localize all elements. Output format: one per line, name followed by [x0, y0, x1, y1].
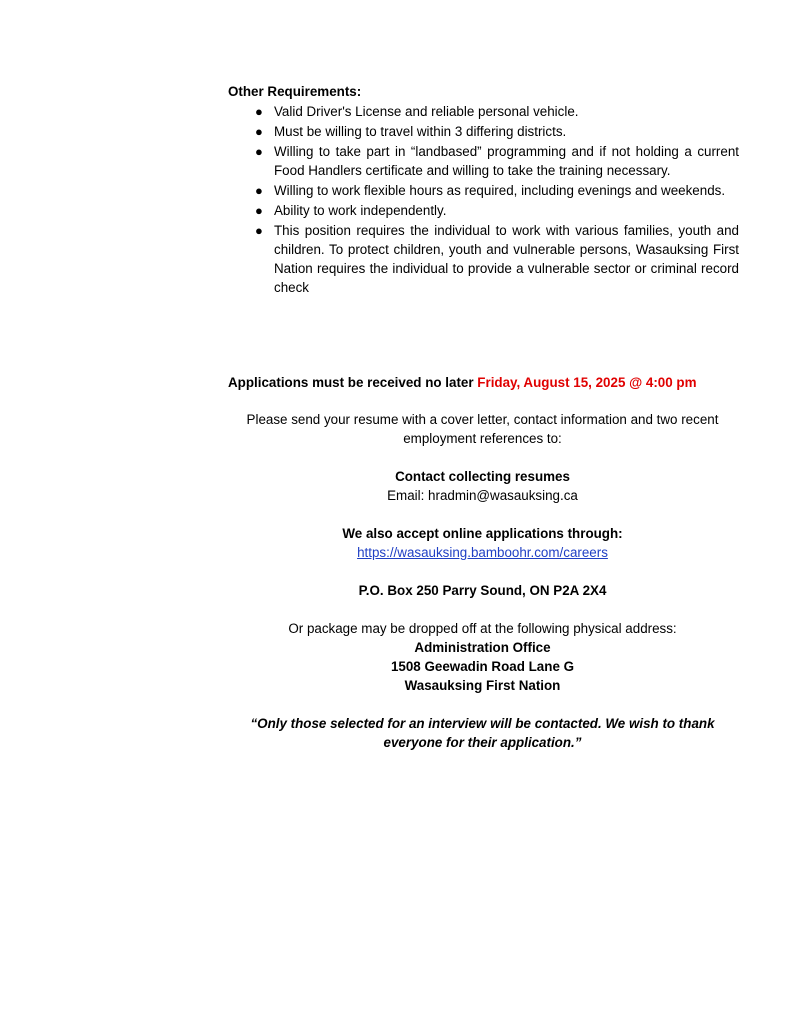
list-item [228, 122, 739, 141]
bullet-icon: ● [255, 223, 263, 238]
list-item-text: Ability to work independently. [274, 203, 447, 218]
online-applications-heading: We also accept online applications through: [342, 526, 623, 541]
list-item-text: Must be willing to travel within 3 differing districts. [274, 124, 567, 139]
list-item [228, 181, 739, 200]
dropoff-intro: Or package may be dropped off at the following physical address: [288, 621, 677, 636]
list-item [228, 142, 739, 180]
bullet-icon: ● [255, 144, 263, 159]
bullet-icon: ● [255, 203, 263, 218]
other-requirements-heading: Other Requirements: [228, 84, 362, 99]
dropoff-office: Administration Office [414, 640, 551, 655]
bullet-icon: ● [255, 104, 263, 119]
list-item-text: This position requires the individual to work with various families, youth and children. To protect children, youth and vulnerable persons, Wasauksing First Nation requires the individual to provide a vulnerable sector or criminal record check [274, 223, 739, 295]
careers-link[interactable]: https://wasauksing.bamboohr.com/careers [357, 545, 608, 560]
list-item [228, 201, 739, 220]
deadline-label: Applications must be received no later [228, 375, 478, 390]
list-item [228, 102, 739, 121]
dropoff-street: 1508 Geewadin Road Lane G [390, 659, 575, 674]
bullet-icon: ● [255, 124, 263, 139]
bullet-icon: ● [255, 183, 263, 198]
instructions-text: Please send your resume with a cover letter, contact information and two recent employment references to: [246, 412, 719, 446]
list-item-text: Valid Driver's License and reliable personal vehicle. [274, 104, 579, 119]
dropoff-nation: Wasauksing First Nation [404, 678, 561, 693]
po-box-address: P.O. Box 250 Parry Sound, ON P2A 2X4 [358, 583, 607, 598]
contact-heading: Contact collecting resumes [395, 469, 570, 484]
closing-quote: “Only those selected for an interview will be contacted. We wish to thank everyone for their application.” [250, 716, 715, 750]
deadline-date: Friday, August 15, 2025 @ 4:00 pm [477, 375, 697, 390]
requirements-list [228, 102, 739, 298]
application-deadline [228, 373, 697, 392]
list-item-text: Willing to work flexible hours as required, including evenings and weekends. [274, 183, 726, 198]
contact-email: Email: hradmin@wasauksing.ca [387, 488, 578, 503]
list-item [228, 221, 739, 297]
list-item-text: Willing to take part in “landbased” programming and if not holding a current Food Handlers certificate and willing to take the training necessary. [274, 144, 739, 178]
